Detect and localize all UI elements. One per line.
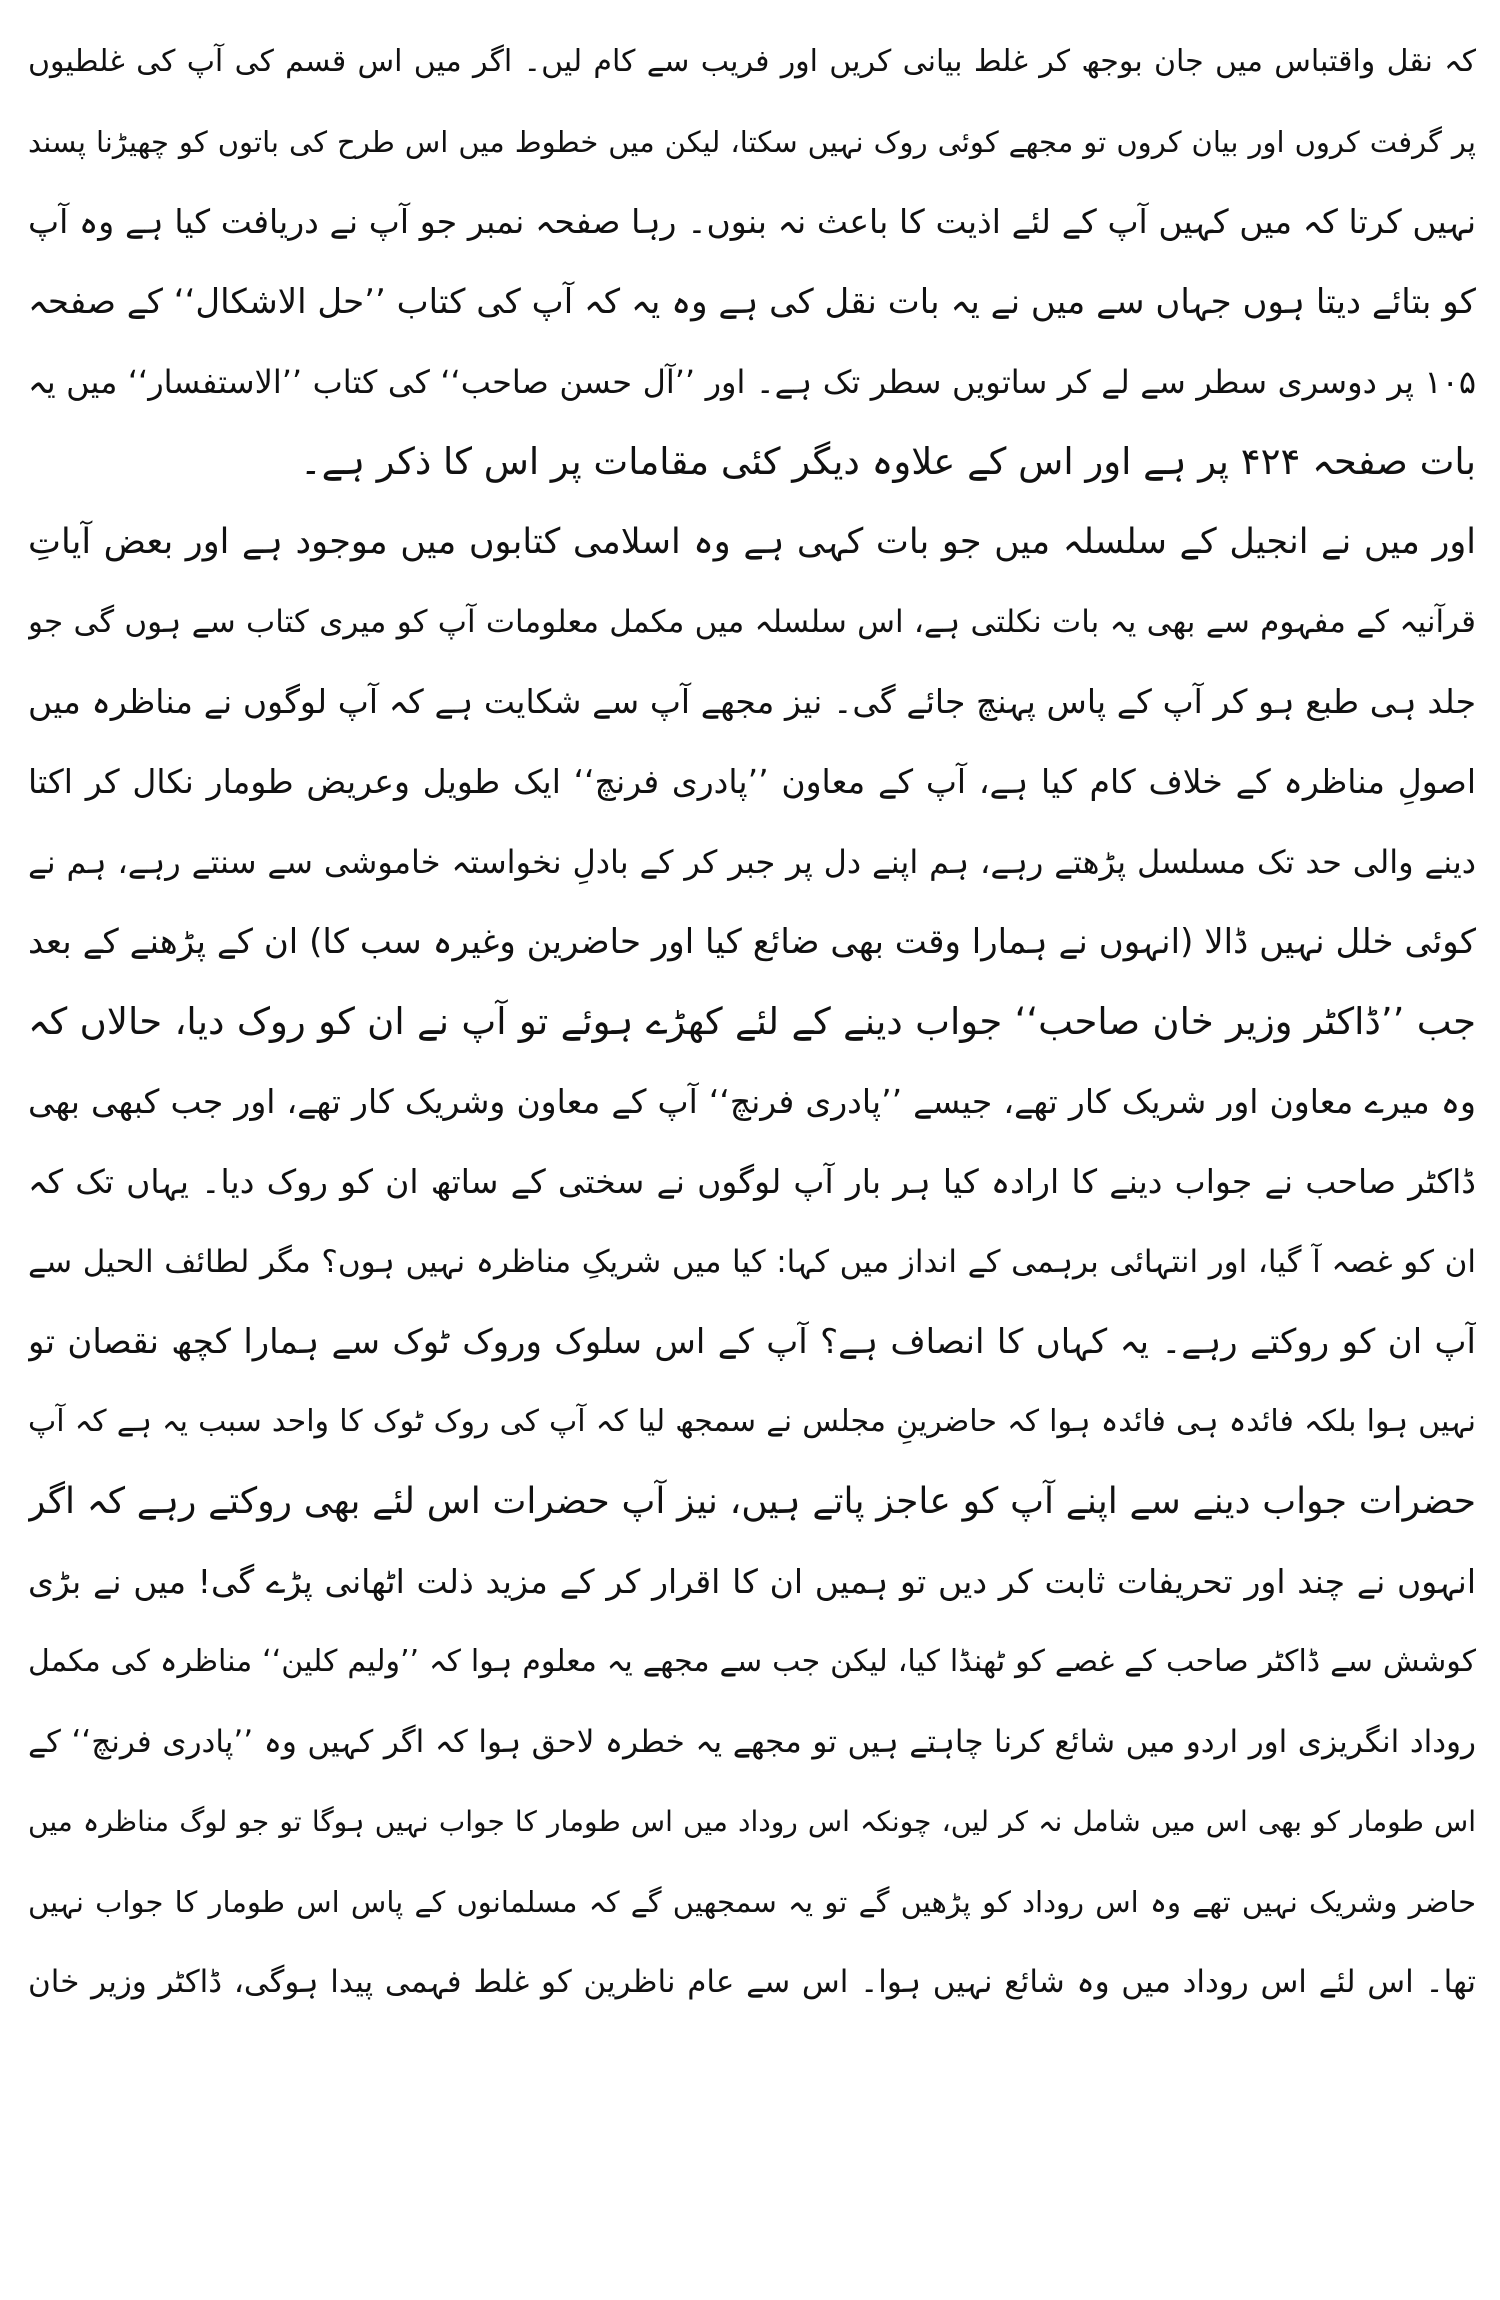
text-line: کوئی خلل نہیں ڈالا (انہوں نے ہمارا وقت بھی ضائع کیا اور حاضرین وغیرہ سب کا) ان کے پڑھنے کے بعد <box>28 922 1476 962</box>
text-line: انہوں نے چند اور تحریفات ثابت کر دیں تو ہمیں ان کا اقرار کر کے مزید ذلت اٹھانی پڑے گی! میں نے بڑی <box>28 1562 1476 1601</box>
text-line: حاضر وشریک نہیں تھے وہ اس روداد کو پڑھیں گے تو یہ سمجھیں گے کہ مسلمانوں کے پاس اس طومار کا جواب نہیں <box>28 1885 1476 1919</box>
text-line: ان کو غصہ آ گیا، اور انتہائی برہمی کے انداز میں کہا: کیا میں شریکِ مناظرہ نہیں ہوں؟ مگر لطائف الحیل سے <box>28 1244 1476 1280</box>
text-line: کہ نقل واقتباس میں جان بوجھ کر غلط بیانی کریں اور فریب سے کام لیں۔ اگر میں اس قسم کی آپ کی غلطیوں <box>28 44 1476 79</box>
text-line: وہ میرے معاون اور شریک کار تھے، جیسے ’’پادری فرنچ‘‘ آپ کے معاون وشریک کار تھے، اور جب کبھی بھی <box>28 1082 1476 1121</box>
text-line: دینے والی حد تک مسلسل پڑھتے رہے، ہم اپنے دل پر جبر کر کے بادلِ نخواستہ خاموشی سے سنتے رہے، ہم نے <box>28 843 1476 881</box>
text-line: نہیں کرتا کہ میں کہیں آپ کے لئے اذیت کا باعث نہ بنوں۔ رہا صفحہ نمبر جو آپ نے دریافت کیا ہے وہ آپ <box>28 202 1476 241</box>
document-page <box>28 22 1476 2284</box>
text-line: جب ’’ڈاکٹر وزیر خان صاحب‘‘ جواب دینے کے لئے کھڑے ہوئے تو آپ نے ان کو روک دیا، حالاں کہ <box>28 1000 1476 1043</box>
text-line: ۱۰۵ پر دوسری سطر سے لے کر ساتویں سطر تک ہے۔ اور ’’آل حسن صاحب‘‘ کی کتاب ’’الاستفسار‘‘ میں یہ <box>28 363 1476 401</box>
text-line: اصولِ مناظرہ کے خلاف کام کیا ہے، آپ کے معاون ’’پادری فرنچ‘‘ ایک طویل وعریض طومار نکال کر اکتا <box>28 762 1476 801</box>
text-line: اس طومار کو بھی اس میں شامل نہ کر لیں، چونکہ اس روداد میں اس طومار کا جواب نہیں ہوگا تو جو لوگ مناظرہ میں <box>28 1805 1476 1838</box>
text-line: حضرات جواب دینے سے اپنے آپ کو عاجز پاتے ہیں، نیز آپ حضرات اس لئے بھی روکتے رہے کہ اگر <box>28 1481 1476 1522</box>
text-line: اور میں نے انجیل کے سلسلہ میں جو بات کہی ہے وہ اسلامی کتابوں میں موجود ہے اور بعض آیاتِ <box>28 522 1476 562</box>
text-line: پر گرفت کروں اور بیان کروں تو مجھے کوئی روک نہیں سکتا، لیکن میں خطوط میں اس طرح کی باتوں کو چھیڑنا پسند <box>28 125 1476 159</box>
text-line: جلد ہی طبع ہو کر آپ کے پاس پہنچ جائے گی۔ نیز مجھے آپ سے شکایت ہے کہ آپ لوگوں نے مناظرہ میں <box>28 682 1476 721</box>
text-line: کو بتائے دیتا ہوں جہاں سے میں نے یہ بات نقل کی ہے وہ یہ کہ آپ کی کتاب ’’حل الاشکال‘‘ کے صفحہ <box>28 282 1476 322</box>
text-line: بات صفحہ ۴۲۴ پر ہے اور اس کے علاوہ دیگر کئی مقامات پر اس کا ذکر ہے۔ <box>299 440 1476 483</box>
text-line: تھا۔ اس لئے اس روداد میں وہ شائع نہیں ہوا۔ اس سے عام ناظرین کو غلط فہمی پیدا ہوگی، ڈاکٹر وزیر خان <box>28 1964 1476 2000</box>
text-line: آپ ان کو روکتے رہے۔ یہ کہاں کا انصاف ہے؟ آپ کے اس سلوک وروک ٹوک سے ہمارا کچھ نقصان تو <box>28 1322 1476 1362</box>
text-line: کوشش سے ڈاکٹر صاحب کے غصے کو ٹھنڈا کیا، لیکن جب سے مجھے یہ معلوم ہوا کہ ’’ولیم کلین‘‘ مناظرہ کی مکمل <box>28 1644 1476 1679</box>
text-line: ڈاکٹر صاحب نے جواب دینے کا ارادہ کیا ہر بار آپ لوگوں نے سختی کے ساتھ ان کو روک دیا۔ یہاں تک کہ <box>28 1162 1476 1201</box>
text-line: قرآنیہ کے مفہوم سے بھی یہ بات نکلتی ہے، اس سلسلہ میں مکمل معلومات آپ کو میری کتاب سے ہوں گی جو <box>28 604 1476 640</box>
text-line: روداد انگریزی اور اردو میں شائع کرنا چاہتے ہیں تو مجھے یہ خطرہ لاحق ہوا کہ اگر کہیں وہ ’’پادری فرنچ‘‘ کے <box>28 1724 1476 1760</box>
text-line: نہیں ہوا بلکہ فائدہ ہی فائدہ ہوا کہ حاضرینِ مجلس نے سمجھ لیا کہ آپ کی روک ٹوک کا واحد سبب یہ ہے کہ آپ <box>28 1404 1476 1439</box>
